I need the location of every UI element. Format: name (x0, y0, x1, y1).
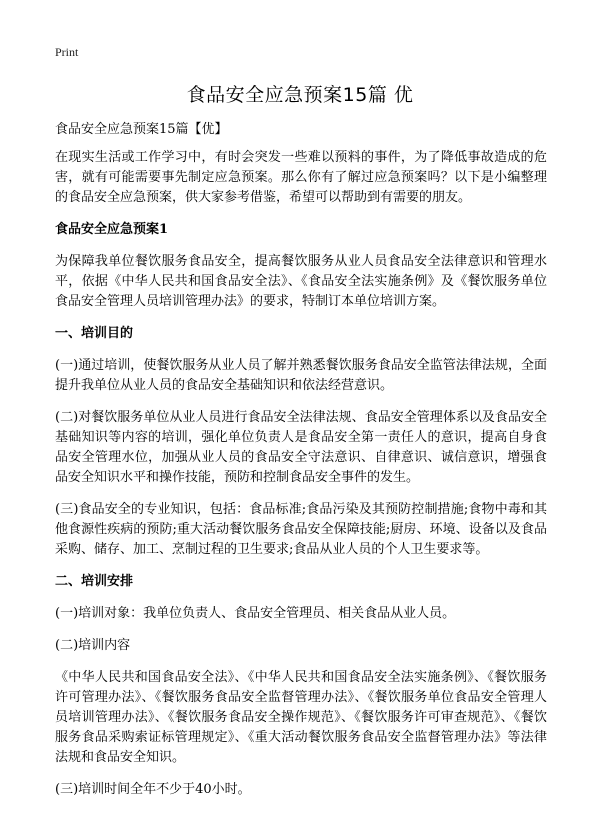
goal-paragraph-1: (一)通过培训，使餐饮服务从业人员了解并熟悉餐饮服务食品安全监管法律法规，全面提升我单位从业人员的食品安全基础知识和依法经营意识。 (55, 358, 547, 393)
print-link[interactable]: Print (55, 45, 79, 59)
training-plan-heading: 二、培训安排 (55, 574, 134, 589)
plan-paragraph-1: (一)培训对象：我单位负责人、食品安全管理员、相关食品从业人员。 (55, 606, 456, 621)
plan-paragraph-2-body: 《中华人民共和国食品安全法》、《中华人民共和国食品安全法实施条例》、《餐饮服务许可管理办法》、《餐饮服务食品安全监督管理办法》、《餐饮服务单位食品安全管理人员培训管理办法》、《餐饮服务食品安全操作规范》、《餐饮服务许可审查规范》、《餐饮服务食品采购索证标管理规定》、《重大活动餐饮服务食品安全监督管理办法》等法律法规和食品安全知识。 (55, 670, 547, 765)
goal-paragraph-2: (二)对餐饮服务单位从业人员进行食品安全法律法规、食品安全管理体系以及食品安全基础知识等内容的培训，强化单位负责人是食品安全第一责任人的意识，提高自身食品安全管理水位，加强从业人员的食品安全守法意识、自律意识、诚信意识，增强食品安全知识水平和操作技能，预防和控制食品安全事件的发生。 (55, 410, 547, 485)
intro-paragraph: 在现实生活或工作学习中，有时会突发一些难以预料的事件，为了降低事故造成的危害，就有可能需要事先制定应急预案。那么你有了解过应急预案吗？以下是小编整理的食品安全应急预案，供大家参考借鉴，希望可以帮助到有需要的朋友。 (55, 150, 547, 205)
plan-paragraph-2: (二)培训内容 (55, 638, 131, 653)
training-goal-heading: 一、培训目的 (55, 326, 134, 341)
document-title: 食品安全应急预案15篇 优 (186, 84, 414, 106)
goal-paragraph-3: (三)食品安全的专业知识，包括：食品标准;食品污染及其预防控制措施;食物中毒和其他食源性疾病的预防;重大活动餐饮服务食品安全保障技能;厨房、环境、设备以及食品采购、储存、加工、烹制过程的卫生要求;食品从业人员的个人卫生要求等。 (55, 502, 547, 557)
document-subtitle: 食品安全应急预案15篇【优】 (55, 122, 228, 137)
document-body (55, 120, 547, 812)
plan-paragraph-3: (三)培训时间全年不少于40小时。 (55, 782, 251, 797)
section1-intro-paragraph: 为保障我单位餐饮服务食品安全，提高餐饮服务从业人员食品安全法律意识和管理水平，依据《中华人民共和国食品安全法》、《食品安全法实施条例》及《餐饮服务单位食品安全管理人员培训管理办法》的要求，特制订本单位培训方案。 (55, 254, 547, 309)
section1-heading: 食品安全应急预案1 (55, 222, 169, 237)
